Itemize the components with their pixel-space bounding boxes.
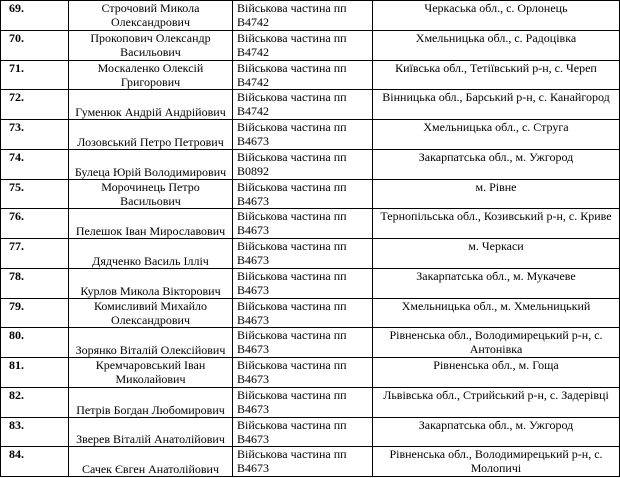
place-of-origin: Київська обл., Тетіївський р-н, с. Череп bbox=[373, 60, 620, 90]
military-unit: Військова частина пп В4673 bbox=[233, 298, 373, 328]
row-number: 80. bbox=[1, 328, 69, 358]
table-row bbox=[1, 417, 620, 447]
table-row bbox=[1, 358, 620, 388]
military-unit: Військова частина пп В4673 bbox=[233, 328, 373, 358]
table-row bbox=[1, 60, 620, 90]
military-unit: Військова частина пп В4742 bbox=[233, 1, 373, 31]
place-of-origin: Рівненська обл., м. Гоща bbox=[373, 358, 620, 388]
place-of-origin: Львівська обл., Стрийський р-н, с. Задерівці bbox=[373, 387, 620, 417]
military-unit: Військова частина пп В4673 bbox=[233, 179, 373, 209]
military-unit: Військова частина пп В4673 bbox=[233, 358, 373, 388]
person-name: Прокопович Олександр Васильович bbox=[69, 30, 233, 60]
person-name: Дядченко Василь Ілліч bbox=[69, 239, 233, 269]
place-of-origin: Рівненська обл., Володимирецький р-н, с. Молопичі bbox=[373, 447, 620, 477]
table-row bbox=[1, 268, 620, 298]
row-number: 83. bbox=[1, 417, 69, 447]
table-row bbox=[1, 239, 620, 269]
person-name: Строчовий Микола Олександрович bbox=[69, 1, 233, 31]
table-row bbox=[1, 120, 620, 150]
table-row bbox=[1, 30, 620, 60]
place-of-origin: м. Рівне bbox=[373, 179, 620, 209]
table-row bbox=[1, 149, 620, 179]
person-name: Булеца Юрій Володимирович bbox=[69, 149, 233, 179]
place-of-origin: Закарпатська обл., м. Мукачеве bbox=[373, 268, 620, 298]
row-number: 72. bbox=[1, 90, 69, 120]
row-number: 74. bbox=[1, 149, 69, 179]
military-unit: Військова частина пп В4742 bbox=[233, 30, 373, 60]
person-name: Петрів Богдан Любомирович bbox=[69, 387, 233, 417]
place-of-origin: Вінницька обл., Барський р-н, с. Канайгород bbox=[373, 90, 620, 120]
person-name: Кремчаровський Іван Миколайович bbox=[69, 358, 233, 388]
person-name: Комисливий Михайло Олександрович bbox=[69, 298, 233, 328]
military-unit: Військова частина пп В0892 bbox=[233, 149, 373, 179]
table-row bbox=[1, 209, 620, 239]
military-unit: Військова частина пп В4673 bbox=[233, 268, 373, 298]
military-unit: Військова частина пп В4673 bbox=[233, 387, 373, 417]
row-number: 69. bbox=[1, 1, 69, 31]
person-name: Лозовський Петро Петрович bbox=[69, 120, 233, 150]
row-number: 82. bbox=[1, 387, 69, 417]
military-unit: Військова частина пп В4673 bbox=[233, 417, 373, 447]
table-row bbox=[1, 179, 620, 209]
place-of-origin: Хмельницька обл., с. Струга bbox=[373, 120, 620, 150]
person-name: Москаленко Олексій Григорович bbox=[69, 60, 233, 90]
place-of-origin: Закарпатська обл., м. Ужгород bbox=[373, 417, 620, 447]
row-number: 79. bbox=[1, 298, 69, 328]
military-unit: Військова частина пп В4673 bbox=[233, 209, 373, 239]
place-of-origin: м. Черкаси bbox=[373, 239, 620, 269]
row-number: 73. bbox=[1, 120, 69, 150]
military-unit: Військова частина пп В4673 bbox=[233, 447, 373, 477]
place-of-origin: Тернопільська обл., Козивський р-н, с. Криве bbox=[373, 209, 620, 239]
place-of-origin: Закарпатська обл., м. Ужгород bbox=[373, 149, 620, 179]
place-of-origin: Хмельницька обл., м. Хмельницький bbox=[373, 298, 620, 328]
row-number: 81. bbox=[1, 358, 69, 388]
place-of-origin: Рівненська обл., Володимирецький р-н, с. Антонівка bbox=[373, 328, 620, 358]
place-of-origin: Хмельницька обл., с. Радоцівка bbox=[373, 30, 620, 60]
row-number: 78. bbox=[1, 268, 69, 298]
row-number: 84. bbox=[1, 447, 69, 477]
place-of-origin: Черкаська обл., с. Орлонець bbox=[373, 1, 620, 31]
person-name: Зорянко Віталій Олексійович bbox=[69, 328, 233, 358]
row-number: 70. bbox=[1, 30, 69, 60]
table-row bbox=[1, 298, 620, 328]
person-name: Пелешок Іван Мирославович bbox=[69, 209, 233, 239]
row-number: 75. bbox=[1, 179, 69, 209]
person-name: Гуменюк Андрій Андрійович bbox=[69, 90, 233, 120]
table-row bbox=[1, 447, 620, 477]
table-body bbox=[1, 1, 620, 477]
row-number: 76. bbox=[1, 209, 69, 239]
person-name: Курлов Микола Вікторович bbox=[69, 268, 233, 298]
table-row bbox=[1, 1, 620, 31]
table-row bbox=[1, 90, 620, 120]
military-unit: Військова частина пп В4742 bbox=[233, 90, 373, 120]
person-name: Зверев Віталій Анатолійович bbox=[69, 417, 233, 447]
military-unit: Військова частина пп В4673 bbox=[233, 120, 373, 150]
military-unit: Військова частина пп В4742 bbox=[233, 60, 373, 90]
military-unit: Військова частина пп В4673 bbox=[233, 239, 373, 269]
person-name: Морочинець Петро Васильович bbox=[69, 179, 233, 209]
table-row bbox=[1, 387, 620, 417]
row-number: 71. bbox=[1, 60, 69, 90]
person-name: Сачек Євген Анатолійович bbox=[69, 447, 233, 477]
table-row bbox=[1, 328, 620, 358]
row-number: 77. bbox=[1, 239, 69, 269]
